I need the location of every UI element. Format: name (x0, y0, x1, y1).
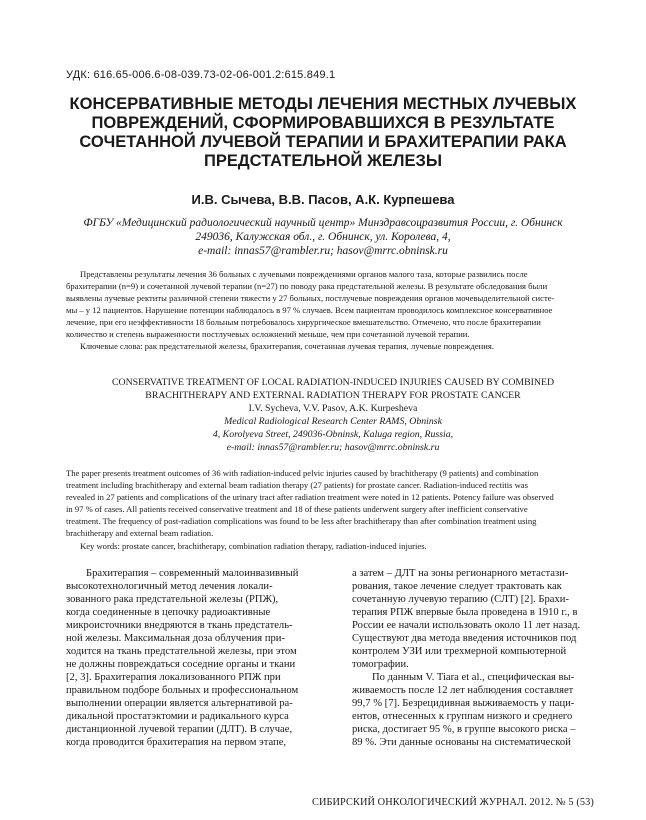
body-line: а затем – ДЛТ на зоны регионарного метастази- (352, 568, 569, 579)
journal-footer: СИБИРСКИЙ ОНКОЛОГИЧЕСКИЙ ЖУРНАЛ. 2012. № 5 (53) (312, 797, 594, 808)
body-line: зованного рака предстательной железы (РПЖ), (66, 594, 279, 605)
abstract-ru-line: мы – у 12 пациентов. Нарушение потенции наблюдалось в 97 % случаев. Всем пациентам проводилось комплексное консервативное (66, 305, 553, 315)
body-line: рования, такое лечение следует трактовать как (352, 581, 562, 592)
keywords-en: Key words: prostate cancer, brachitherapy, combination radiation therapy, radiation-induced injuries. (80, 540, 427, 551)
body-line: когда проводится брахитерапия на первом этапе, (66, 737, 287, 748)
abstract-ru (66, 268, 600, 352)
abstract-en-line: treatment including brachitherapy and external beam radiation therapy (27 patients) for prostate cancer. Radiation-induced rectitis was (66, 480, 528, 491)
abstract-ru-line: лечение, при его неэффективности 18 больным потребовалось хирургическое вмешательство. Отмечено, что после брахитерапии (66, 317, 541, 327)
abstract-ru-line: брахитерапии (n=9) и сочетанной лучевой терапии (n=27) по поводу рака предстательной железы. В результате обследования были (66, 281, 548, 291)
body-line: терапия РПЖ впервые была проведена в 1910 г., в (352, 607, 578, 618)
abstract-en-line: brachitherapy and external beam radiation. (66, 528, 214, 539)
body-line: выполнении операции является альтернативой ра- (66, 698, 293, 709)
title-line: ПРЕДСТАТЕЛЬНОЙ ЖЕЛЕЗЫ (204, 152, 442, 170)
body-line: ентов, отнесенных к группам низкого и среднего (352, 711, 573, 722)
authors: И.В. Сычева, В.В. Пасов, А.К. Курпешева (191, 192, 455, 207)
body-line: живаемость после 12 лет наблюдения составляет (352, 685, 574, 696)
abstract-ru-line: Представлены результаты лечения 36 больных с лучевыми повреждениями органов малого таза, которые развились после (80, 269, 528, 279)
abstract-en-line: revealed in 27 patients and complications of the urinary tract after radiation treatment were noted in 12 patients. Potency failure was observed (66, 492, 554, 503)
body-line: не должны повреждаться соседние органы и ткани (66, 659, 296, 670)
affiliation-line: 249036, Калужская обл., г. Обнинск, ул. Королева, 4, (195, 231, 451, 243)
english-title-line: BRACHITHERAPY AND EXTERNAL RADIATION THERAPY FOR PROSTATE CANCER (145, 390, 521, 401)
title-line: СОЧЕТАННОЙ ЛУЧЕВОЙ ТЕРАПИИ И БРАХИТЕРАПИИ РАКА (79, 133, 567, 151)
body-line: Брахитерапия – современный малоинвазивный (86, 568, 299, 579)
abstract-en-line: The paper presents treatment outcomes of 36 with radiation-induced pelvic injuries caused by brachitherapy (9 patients) and combination (66, 468, 539, 478)
affiliation-line: e-mail: innas57@rambler.ru; hasov@mrrc.obninsk.ru (198, 245, 448, 257)
udc-code: УДК: 616.65-006.6-08-039.73-02-06-001.2:615.849.1 (66, 69, 336, 81)
body-line: ной железы. Максимальная доза облучения при- (66, 633, 285, 644)
body-line: микроисточники внедряются в ткань предстатель- (66, 620, 293, 631)
body-line: 99,7 % [7]. Безрецидивная выживаемость у паци- (352, 698, 575, 709)
affiliation (50, 216, 596, 258)
english-affiliation-line: 4, Korolyeva Street, 249036-Obninsk, Kaluga region, Russia, (212, 429, 454, 440)
body-line: [2, 3]. Брахитерапия локализованного РПЖ при (66, 672, 281, 683)
article-title (40, 95, 606, 171)
body-column-right (352, 567, 600, 749)
english-authors: I.V. Sycheva, V.V. Pasov, A.K. Kurpesheva (248, 403, 418, 414)
abstract-en (66, 467, 600, 552)
abstract-ru-line: выявлены лучевые ректиты различной степени тяжести у 27 больных, постлучевые повреждения органов мочевыделительной систе- (66, 293, 555, 303)
body-line: ходится на ткань предстательной железы, при этом (66, 646, 297, 657)
body-column-left (66, 567, 314, 749)
body-line: высокотехнологичный метод лечения локали- (66, 581, 273, 592)
english-title-line: CONSERVATIVE TREATMENT OF LOCAL RADIATION-INDUCED INJURIES CAUSED BY COMBINED (111, 377, 555, 388)
affiliation-line: ФГБУ «Медицинский радиологический научный центр» Минздравсоцразвития России, г. Обнинск (83, 217, 563, 229)
abstract-en-line: treatment. The frequency of post-radiation complications was found to be less after brachitherapy than after combination treatment using (66, 516, 537, 527)
abstract-en-line: in 97 % of cases. All patients received conservative treatment and 18 of these patients underwent surgery after inefficient conservative (66, 504, 528, 515)
body-line: По данным V. Tiara et al., специфическая вы- (372, 672, 575, 683)
body-line: когда соединенные в цепочку радиоактивные (66, 607, 271, 618)
keywords-ru: Ключевые слова: рак предстательной железы, брахитерапия, сочетанная лучевая терапия, лучевые повреждения. (80, 341, 494, 351)
body-line: контролем УЗИ или трехмерной компьютерной (352, 646, 567, 657)
abstract-ru-line: количество и степень выраженности постлучевых осложнений меньше, чем при сочетанной лучевой терапии. (66, 329, 470, 339)
body-line: России ее начали использовать около 11 лет назад. (352, 620, 581, 631)
body-line: томографии. (352, 659, 409, 670)
english-affiliation-line: Medical Radiological Research Center RAMS, Obninsk (224, 416, 442, 427)
english-affiliation-line: e-mail: innas57@rambler.ru; hasov@mrrc.obninsk.ru (226, 442, 440, 453)
title-line: ПОВРЕЖДЕНИЙ, СФОРМИРОВАВШИХСЯ В РЕЗУЛЬТАТЕ (91, 114, 555, 132)
english-title (66, 376, 600, 402)
body-line: правильном подборе больных и профессиональном (66, 685, 299, 696)
english-affiliation (66, 415, 600, 454)
body-line: дистанционной лучевой терапии (ДЛТ). В случае, (66, 724, 293, 735)
body-line: Существуют два метода введения источников под (352, 633, 577, 644)
body-line: дикальной простатэктомии и радикального курса (66, 711, 289, 722)
title-line: КОНСЕРВАТИВНЫЕ МЕТОДЫ ЛЕЧЕНИЯ МЕСТНЫХ ЛУЧЕВЫХ (69, 95, 577, 113)
body-line: 89 %. Эти данные основаны на систематической (352, 737, 571, 748)
body-line: риска, достигает 95 %, в группе высокого риска – (352, 724, 576, 735)
body-line: сочетанную лучевую терапию (СЛТ) [2]. Брахи- (352, 594, 570, 605)
